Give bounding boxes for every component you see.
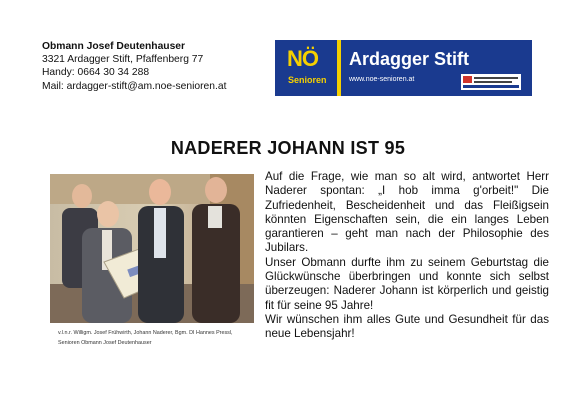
- article-paragraph: Wir wünschen ihm alles Gute und Gesundheit für das neue Lebensjahr!: [265, 312, 549, 341]
- contact-address: 3321 Ardagger Stift, Pfaffenberg 77: [42, 54, 204, 66]
- group-photo: [50, 174, 254, 323]
- article-headline: NADERER JOHANN IST 95: [170, 138, 406, 158]
- noe-senioren-logo: [284, 44, 337, 92]
- logo-text: NÖ: [287, 46, 318, 71]
- group-photo-image: [50, 174, 254, 323]
- caption-line-1: v.l.n.r. Willigm. Josef Frühwirth, Johann Naderer, Bgm. DI Hannes Pressl,: [58, 330, 233, 336]
- article-paragraph: Unser Obmann durfte ihm zu seinem Geburtstag die Glückwünsche überbringen und konnte sich selbst überzeugen: Naderer Johann ist körperlich und geistig fit für seine 95 Jahre!: [265, 255, 549, 312]
- contact-phone: Handy: 0664 30 34 288: [42, 67, 150, 79]
- accent-bar: [337, 40, 341, 96]
- banner-title: Ardagger Stift: [349, 49, 470, 69]
- contact-name: Obmann Josef Deutenhauser: [42, 41, 186, 52]
- caption-line-2: Senioren Obmann Josef Deutenhauser: [58, 339, 152, 346]
- banner-url: www.noe-senioren.at: [349, 76, 415, 83]
- contact-email: Mail: ardagger-stift@am.noe-senioren.at: [42, 80, 227, 92]
- article-body: [265, 170, 549, 342]
- photo-caption: [58, 329, 233, 348]
- article-paragraph: Auf die Frage, wie man so alt wird, antwortet Herr Naderer spontan: „I hob imma g'orbeit!" Die Zufriedenheit, Bescheidenheit und das Fleißigsein könnten Eigenschaften sein, die ein langes Leben garantieren – geht man nach der Philosophie des Jubilars.: [265, 170, 549, 255]
- contact-block: [42, 40, 226, 93]
- header-banner: [275, 40, 532, 96]
- logo-subtitle: Senioren: [288, 75, 327, 85]
- sponsor-badge: [461, 74, 521, 90]
